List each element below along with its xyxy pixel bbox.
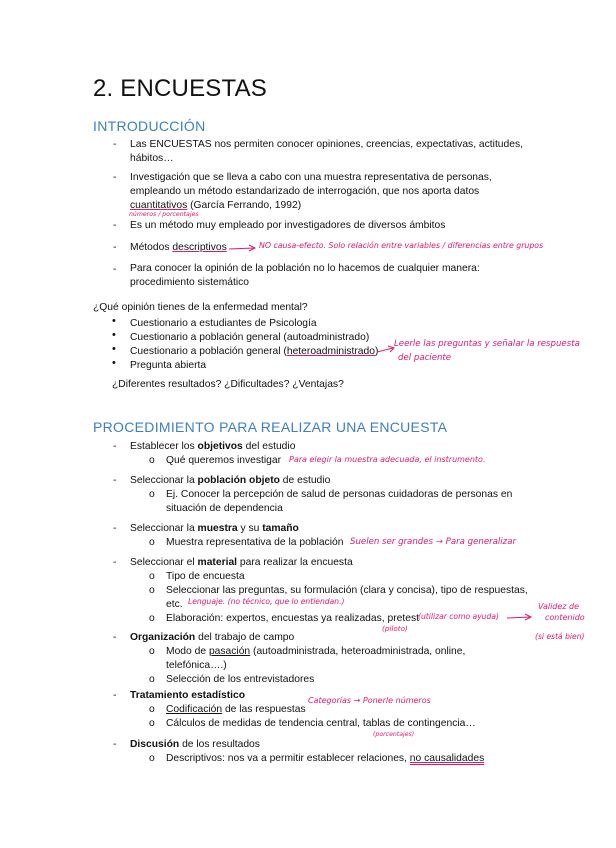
bullet-dot: • xyxy=(112,329,116,341)
step-text: Descriptivos: nos va a permitir establecer relaciones, xyxy=(166,753,410,764)
step-tratamiento-sub-1 xyxy=(166,703,306,717)
note-categorias: Categorías → Ponerle números xyxy=(308,696,431,705)
step-poblacion xyxy=(130,474,330,488)
note-validez-line-1: Validez de xyxy=(538,602,580,611)
step-text: para realizar la encuesta xyxy=(237,557,353,568)
dash-bullet: - xyxy=(113,475,117,486)
step-organizacion-sub-2: Selección de los entrevistadores xyxy=(166,674,315,685)
step-material-sub-3: Elaboración: expertos, encuestas ya realizadas, pretest xyxy=(166,613,419,624)
intro-item-1-line-2: hábitos… xyxy=(130,153,174,164)
metodos-label: Métodos xyxy=(130,242,173,253)
step-material-sub-1: Tipo de encuesta xyxy=(166,571,245,582)
page-title: 2. ENCUESTAS xyxy=(93,75,267,102)
intro-item-5-line-2: procedimiento sistemático xyxy=(130,277,250,288)
step-poblacion-sub-line-2: situación de dependencia xyxy=(166,503,283,514)
step-text: del trabajo de campo xyxy=(195,632,295,643)
arrow-icon xyxy=(376,345,396,355)
procedure-heading: PROCEDIMIENTO PARA REALIZAR UNA ENCUESTA xyxy=(93,419,448,435)
step-keyword: material xyxy=(197,557,238,568)
step-tratamiento-sub-2: Cálculos de medidas de tendencia central, tablas de contingencia… xyxy=(166,718,476,729)
descriptivos-term: descriptivos xyxy=(172,242,227,253)
step-keyword: población objeto xyxy=(197,475,280,486)
note-descriptivos: NO causa-efecto. Solo relación entre variables / diferencias entre grupos xyxy=(259,241,544,250)
step-keyword: muestra xyxy=(197,523,238,534)
note-hetero-line-2: del paciente xyxy=(398,353,452,363)
intro-heading: INTRODUCCIÓN xyxy=(93,118,206,134)
step-text: (autoadministrada, heteroadministrada, online, xyxy=(250,646,466,657)
question-bullet-2: Cuestionario a población general (autoadministrado) xyxy=(130,332,370,343)
step-keyword: Organización xyxy=(130,632,196,643)
question-followup: ¿Diferentes resultados? ¿Dificultades? ¿Ventajas? xyxy=(112,379,344,390)
intro-item-1-line-1: Las ENCUESTAS nos permiten conocer opiniones, creencias, expectativas, actitudes, xyxy=(130,139,524,150)
step-objetivos-sub: Qué queremos investigar xyxy=(166,455,282,466)
note-si-esta-bien: (si está bien) xyxy=(535,632,585,641)
bullet-3-close: ) xyxy=(375,346,379,357)
step-text: de estudio xyxy=(279,475,331,486)
sub-bullet: o xyxy=(149,537,155,548)
dash-bullet: - xyxy=(113,242,117,253)
note-pretest: (utilizar como ayuda) xyxy=(418,612,499,621)
sub-bullet: o xyxy=(149,753,155,764)
dash-bullet: - xyxy=(113,172,117,183)
step-material xyxy=(130,556,353,570)
sub-bullet: o xyxy=(149,489,155,500)
step-text: Establecer los xyxy=(130,441,198,452)
bullet-3-text: Cuestionario a población general ( xyxy=(130,346,287,357)
step-keyword: Tratamiento estadístico xyxy=(130,690,246,701)
step-organizacion xyxy=(130,631,294,645)
intro-item-5-line-1: Para conocer la opinión de la población no lo hacemos de cualquier manera: xyxy=(130,263,480,274)
step-keyword: Discusión xyxy=(130,739,180,750)
arrow-icon xyxy=(228,243,258,253)
no-causalidades-term: no causalidades xyxy=(409,753,485,764)
bullet-dot: • xyxy=(112,357,116,369)
step-muestra xyxy=(130,522,299,536)
sub-bullet: o xyxy=(149,613,155,624)
step-text: Seleccionar la xyxy=(130,523,198,534)
note-numeros: números / porcentajes xyxy=(129,211,199,218)
dash-bullet: - xyxy=(113,220,117,231)
step-organizacion-sub-1-line-2: telefónica….) xyxy=(166,660,227,671)
step-text: Modo de xyxy=(166,646,209,657)
step-poblacion-sub-line-1: Ej. Conocer la percepción de salud de personas cuidadoras de personas en xyxy=(166,489,513,500)
sub-bullet: o xyxy=(149,718,155,729)
dash-bullet: - xyxy=(113,264,117,275)
bullet-dot: • xyxy=(112,343,116,355)
dash-bullet: - xyxy=(113,523,117,534)
step-material-sub-2-line-2: etc. xyxy=(166,599,183,610)
sub-bullet: o xyxy=(149,646,155,657)
note-validez-line-2: contenido xyxy=(545,613,585,622)
step-tratamiento xyxy=(130,689,245,703)
sub-bullet: o xyxy=(149,585,155,596)
dash-bullet: - xyxy=(113,557,117,568)
pasacion-term: pasación xyxy=(208,646,251,657)
step-muestra-sub: Muestra representativa de la población xyxy=(166,537,344,548)
bullet-dot: • xyxy=(112,315,116,327)
dash-bullet: - xyxy=(113,139,117,150)
note-hetero-line-1: Leerle las preguntas y señalar la respuesta xyxy=(394,339,580,349)
note-piloto: (piloto) xyxy=(382,624,408,633)
intro-item-3: Es un método muy empleado por investigadores de diversos ámbitos xyxy=(130,220,446,231)
sub-bullet: o xyxy=(149,704,155,715)
step-text: y su xyxy=(237,523,263,534)
dash-bullet: - xyxy=(113,739,117,750)
sub-bullet: o xyxy=(149,571,155,582)
note-lenguaje: Lenguaje. (no técnico, que lo entiendan.) xyxy=(188,597,345,606)
dash-bullet: - xyxy=(113,441,117,452)
codificacion-term: Codificación xyxy=(166,704,223,715)
dash-bullet: - xyxy=(113,632,117,643)
step-keyword: objetivos xyxy=(197,441,243,452)
note-porcentajes: (porcentajes) xyxy=(373,731,415,738)
note-muestra: Suelen ser grandes → Para generalizar xyxy=(350,537,516,547)
citation: (García Ferrando, 1992) xyxy=(187,200,302,211)
step-text: de las respuestas xyxy=(222,704,306,715)
step-text: del estudio xyxy=(242,441,296,452)
question-text: ¿Qué opinión tienes de la enfermedad mental? xyxy=(93,302,308,313)
step-text: Seleccionar la xyxy=(130,475,198,486)
question-bullet-3 xyxy=(130,345,378,359)
arrow-icon xyxy=(506,611,534,623)
question-bullet-1: Cuestionario a estudiantes de Psicología xyxy=(130,318,317,329)
dash-bullet: - xyxy=(113,690,117,701)
step-text: Seleccionar el xyxy=(130,557,198,568)
step-discusion-sub xyxy=(166,752,484,766)
heteroadministrado-term: heteroadministrado xyxy=(286,346,375,357)
question-bullet-4: Pregunta abierta xyxy=(130,360,207,371)
step-organizacion-sub-1 xyxy=(166,645,465,659)
intro-item-2-line-2: empleando un método estandarizado de interrogación, que nos aporta datos xyxy=(130,186,480,197)
note-objetivos: Para elegir la muestra adecuada, el instrumento. xyxy=(289,455,486,464)
intro-item-4 xyxy=(130,241,227,255)
sub-bullet: o xyxy=(149,674,155,685)
step-discusion xyxy=(130,738,260,752)
step-text: de los resultados xyxy=(179,739,260,750)
cuantitativos-term: cuantitativos xyxy=(130,200,188,211)
sub-bullet: o xyxy=(149,455,155,466)
step-material-sub-2-line-1: Seleccionar las preguntas, su formulación (clara y concisa), tipo de respuestas, xyxy=(166,585,528,596)
step-keyword: tamaño xyxy=(262,523,299,534)
intro-item-2-line-1: Investigación que se lleva a cabo con una muestra representativa de personas, xyxy=(130,172,492,183)
step-objetivos xyxy=(130,440,295,454)
